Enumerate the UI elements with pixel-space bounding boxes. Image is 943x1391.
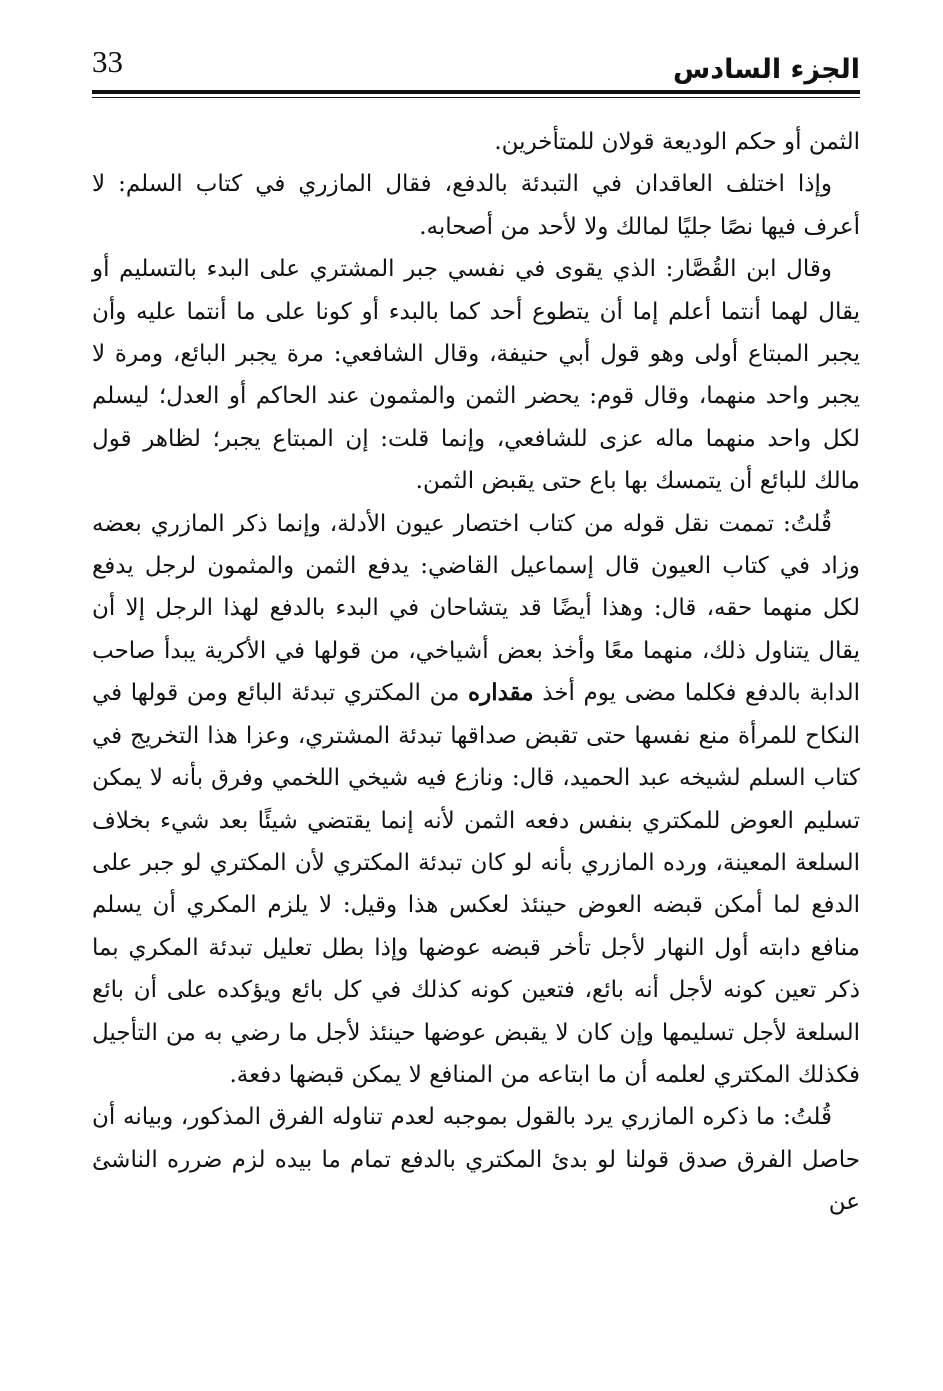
paragraph-5: قُلتُ: ما ذكره المازري يرد بالقول بموجبه لعدم تناوله الفرق المذكور، وبيانه أن حاصل الفرق صدق قولنا لو بدئ المكتري بالدفع تمام ما بيده لزم ضرره الناشئ عن (92, 1104, 860, 1216)
page-number: 33 (92, 44, 123, 79)
paragraph-2: وإذا اختلف العاقدان في التبدئة بالدفع، فقال المازري في كتاب السلم: لا أعرف فيها نصًا جليًا لمالك ولا لأحد من أصحابه. (92, 171, 860, 240)
paragraph-4 (92, 503, 860, 1097)
paragraph-4-part-2: من المكتري تبدئة البائع ومن قولها في النكاح للمرأة منع نفسها حتى تقبض صداقها تبدئة المشتري، وعزا هذا التخريج في كتاب السلم لشيخه عبد الحميد، قال: ونازع فيه شيخي اللخمي وفرق بأنه لا يمكن تسليم العوض للمكتري بنفس دفعه الثمن لأنه إنما يقتضي شيئًا بعد شيء بخلاف السلعة المعينة، ورده المازري بأنه لو كان تبدئة المكتري لأن المكتري لو جبر على الدفع لما أمكن قبضه العوض حينئذ لعكس هذا وقيل: لا يلزم المكري أن يسلم منافع دابته أول النهار لأجل تأخر قبضه عوضها وإذا بطل تعليل تبدئة المكري بما ذكر تعين كونه لأجل أنه بائع، فتعين كونه كذلك في كل بائع ويؤكده على أن بائع السلعة لأجل تسليمها وإن كان لا يقبض عوضها حينئذ لأجل ما رضي به من التأجيل فكذلك المكتري لعلمه أن ما ابتاعه من المنافع لا يمكن قبضها دفعة. (92, 680, 860, 1088)
page-header (92, 38, 860, 92)
paragraph-4-bold-word: مقداره (468, 679, 534, 707)
paragraph-3: وقال ابن القُصَّار: الذي يقوى في نفسي جبر المشتري على البدء بالتسليم أو يقال لهما أنتما أعلم إما أن يتطوع أحد كما بالبدء أو كونا على ما أنتما عليه وأن يجبر المبتاع أولى وهو قول أبي حنيفة، وقال الشافعي: مرة يجبر البائع، ومرة لا يجبر واحد منهما، وقال قوم: يحضر الثمن والمثمون عند الحاكم أو العدل؛ ليسلم لكل واحد منهما ماله عزى للشافعي، وإنما قلت: إن المبتاع يجبر؛ لظاهر قول مالك للبائع أن يتمسك بها باع حتى يقبض الثمن. (92, 256, 860, 495)
running-title: الجزء السادس (673, 54, 860, 85)
header-rule-thick (92, 90, 860, 94)
paragraph-1: الثمن أو حكم الوديعة قولان للمتأخرين. (494, 129, 860, 155)
header-rule-thin (92, 97, 860, 98)
paragraph-4-part-1: قُلتُ: تممت نقل قوله من كتاب اختصار عيون الأدلة، وإنما ذكر المازري بعضه وزاد في كتاب العيون قال إسماعيل القاضي: يدفع الثمن والمثمون لرجل يدفع لكل منهما حقه، قال: وهذا أيضًا قد يتشاحان في البدء بالدفع لهذا الرجل إلا أن يقال يتناول ذلك، منهما معًا وأخذ بعض أشياخي، من قولها في الأكرية يبدأ صاحب الدابة بالدفع فكلما مضى يوم أخذ (92, 510, 860, 707)
body-text (92, 121, 860, 1224)
